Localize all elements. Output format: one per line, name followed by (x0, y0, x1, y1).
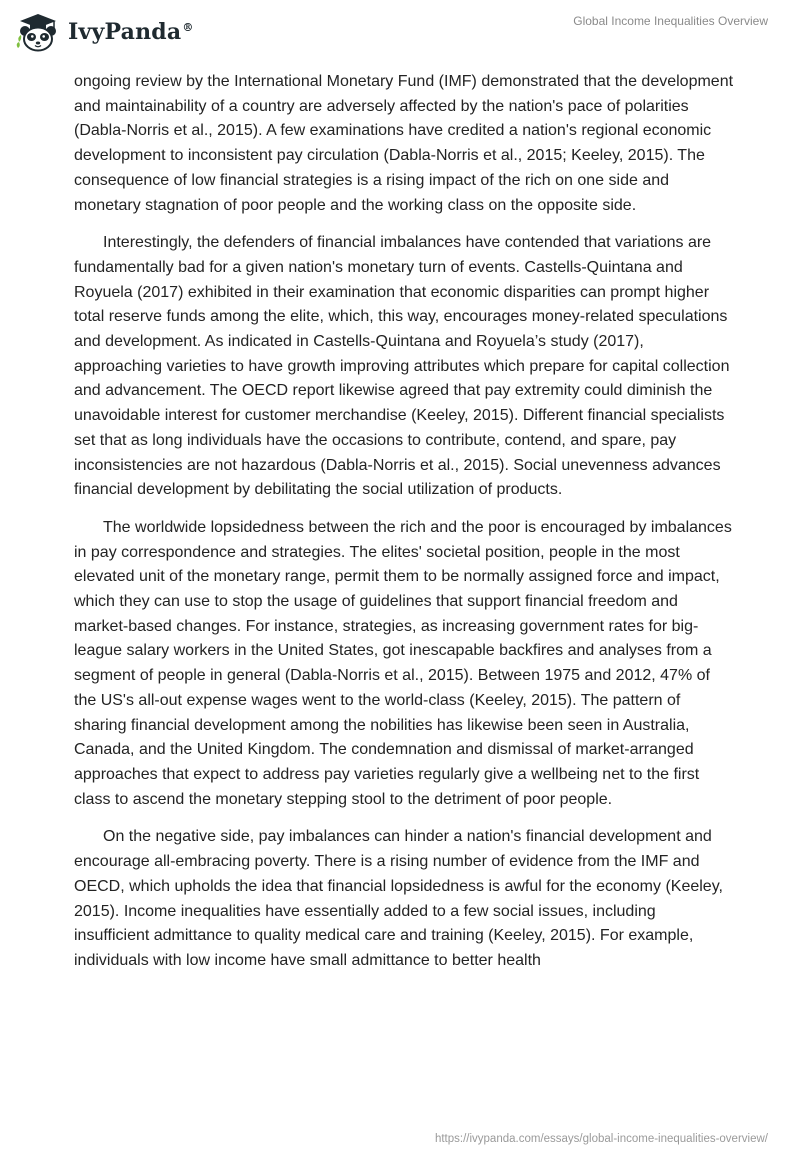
paragraph-3: The worldwide lopsidedness between the rich and the poor is encouraged by imbalances in pay correspondence and strategies. The elites' societal position, people in the most elevated unit of the monetary range, permit them to be normally assigned force and impact, which they can use to stop the usage of guidelines that support financial freedom and market-based changes. For instance, strategies, as increasing government rates for big-league salary workers in the United States, got inescapable backfires and analyses from a segment of people in general (Dabla-Norris et al., 2015). Between 1975 and 2012, 47% of the US's all-out expense wages went to the world-class (Keeley, 2015). The pattern of sharing financial development among the nobilities has likewise been seen in Australia, Canada, and the United Kingdom. The condemnation and dismissal of market-arranged approaches that expect to address pay varieties regularly give a wellbeing net to the first class to ascend the monetary stepping stool to the detriment of poor people. (74, 518, 732, 808)
registered-mark: ® (182, 20, 194, 34)
panda-graduate-icon (16, 12, 60, 52)
page-header (0, 0, 800, 64)
brand-name: IvyPanda® (68, 19, 194, 45)
brand-logo[interactable] (16, 12, 194, 52)
paragraph-2: Interestingly, the defenders of financial imbalances have contended that variations are fundamentally bad for a given nation's monetary turn of events. Castells-Quintana and Royuela (2017) exhibited in their examination that economic disparities can prompt higher total reserve funds among the elite, which, this way, encourages money-related speculations and development. As indicated in Castells-Quintana and Royuela’s study (2017), approaching varieties to have growth improving attributes which prepare for capital collection and advancement. The OECD report likewise agreed that pay extremity could diminish the unavoidable interest for customer merchandise (Keeley, 2015). Different financial specialists set that as long individuals have the occasions to contribute, contend, and spare, pay inconsistencies are not hazardous (Dabla-Norris et al., 2015). Social unevenness advances financial development by debilitating the social utilization of products. (74, 234, 730, 499)
paragraph-4: On the negative side, pay imbalances can hinder a nation's financial development and encourage all-embracing poverty. There is a rising number of evidence from the IMF and OECD, which upholds the idea that financial lopsidedness is awful for the economy (Keeley, 2015). Income inequalities have essentially added to a few social issues, including insufficient admittance to quality medical care and training (Keeley, 2015). For example, individuals with low income have small admittance to better health (74, 828, 723, 969)
source-url[interactable]: https://ivypanda.com/essays/global-income-inequalities-overview/ (434, 1133, 768, 1145)
paragraph-1: ongoing review by the International Monetary Fund (IMF) demonstrated that the development and maintainability of a country are adversely affected by the nation's pace of polarities (Dabla-Norris et al., 2015). A few examinations have credited a nation's regional economic development to inconsistent pay circulation (Dabla-Norris et al., 2015; Keeley, 2015). The consequence of low financial strategies is a rising impact of the rich on one side and monetary stagnation of poor people and the working class on the opposite side. (74, 73, 734, 214)
essay-body (74, 70, 734, 987)
document-title: Global Income Inequalities Overview (573, 14, 768, 28)
